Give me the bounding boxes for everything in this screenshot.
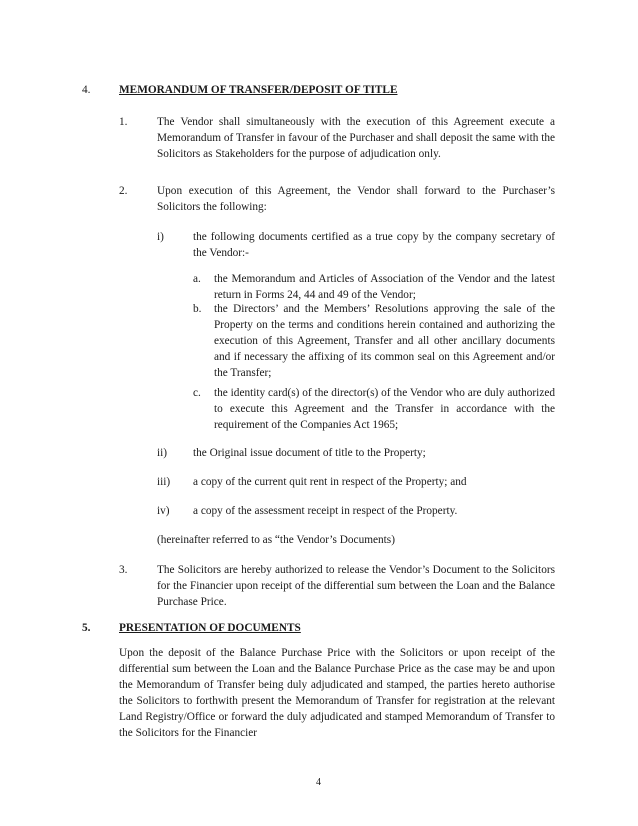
lettered-b-letter: b. [193, 303, 202, 315]
item-1-text: The Vendor shall simultaneously with the execution of this Agreement execute a Memorandum of Transfer in favour of the Purchaser and shall deposit the same with the Solicitors as Stakeholders for the purpose of adjudication only. [157, 116, 555, 160]
subitem-ii-number: ii) [157, 447, 168, 459]
item-3-number: 3. [119, 564, 128, 576]
lettered-a-letter: a. [193, 273, 201, 285]
subitem-iii-text: a copy of the current quit rent in respect of the Property; and [193, 476, 467, 488]
item-3-text: The Solicitors are hereby authorized to release the Vendor’s Document to the Solicitors for the Financier upon receipt of the differential sum between the Loan and the Balance Purchase Price. [157, 564, 555, 608]
subitem-i-text: the following documents certified as a true copy by the company secretary of the Vendor:- [193, 231, 555, 259]
lettered-c-letter: c. [193, 387, 201, 399]
item-2-text: Upon execution of this Agreement, the Vendor shall forward to the Purchaser’s Solicitors the following: [157, 185, 555, 213]
subitem-ii-text: the Original issue document of title to the Property; [193, 447, 426, 459]
section-5-text: Upon the deposit of the Balance Purchase Price with the Solicitors or upon receipt of the differential sum between the Loan and the Balance Purchase Price as the case may be and upon the Memorandum of Transfer being duly adjudicated and stamped, the parties hereto authorise the Solicitors to forthwith present the Memorandum of Transfer for registration at the relevant Land Registry/Office or forward the duly adjudicated and stamped Memorandum of Transfer to the Solicitors for the Financier [119, 647, 555, 739]
item-1-number: 1. [119, 116, 128, 128]
item-2-number: 2. [119, 185, 128, 197]
section-4-number: 4. [82, 84, 91, 96]
subitem-iv-number: iv) [157, 505, 170, 517]
lettered-c-text: the identity card(s) of the director(s) of the Vendor who are duly authorized to execute this Agreement and the Transfer in accordance with the requirement of the Companies Act 1965; [214, 387, 555, 431]
section-4-heading: MEMORANDUM OF TRANSFER/DEPOSIT OF TITLE [119, 84, 398, 96]
lettered-b-text: the Directors’ and the Members’ Resolutions approving the sale of the Property on the terms and conditions herein contained and authorizing the execution of this Agreement, Transfer and all other ancillary documents and if necessary the affixing of its common seal on this Agreement and/or the Transfer; [214, 303, 555, 379]
subitem-iii-number: iii) [157, 476, 171, 488]
subitem-i-number: i) [157, 231, 164, 243]
lettered-a-text: the Memorandum and Articles of Association of the Vendor and the latest return in Forms 24, 44 and 49 of the Vendor; [214, 273, 555, 301]
page-number: 4 [316, 777, 321, 788]
section-5-number: 5. [82, 622, 91, 634]
section-5-heading: PRESENTATION OF DOCUMENTS [119, 622, 301, 634]
subitem-iv-text: a copy of the assessment receipt in respect of the Property. [193, 505, 458, 517]
vendors-documents-note: (hereinafter referred to as “the Vendor’s Documents) [157, 534, 395, 546]
